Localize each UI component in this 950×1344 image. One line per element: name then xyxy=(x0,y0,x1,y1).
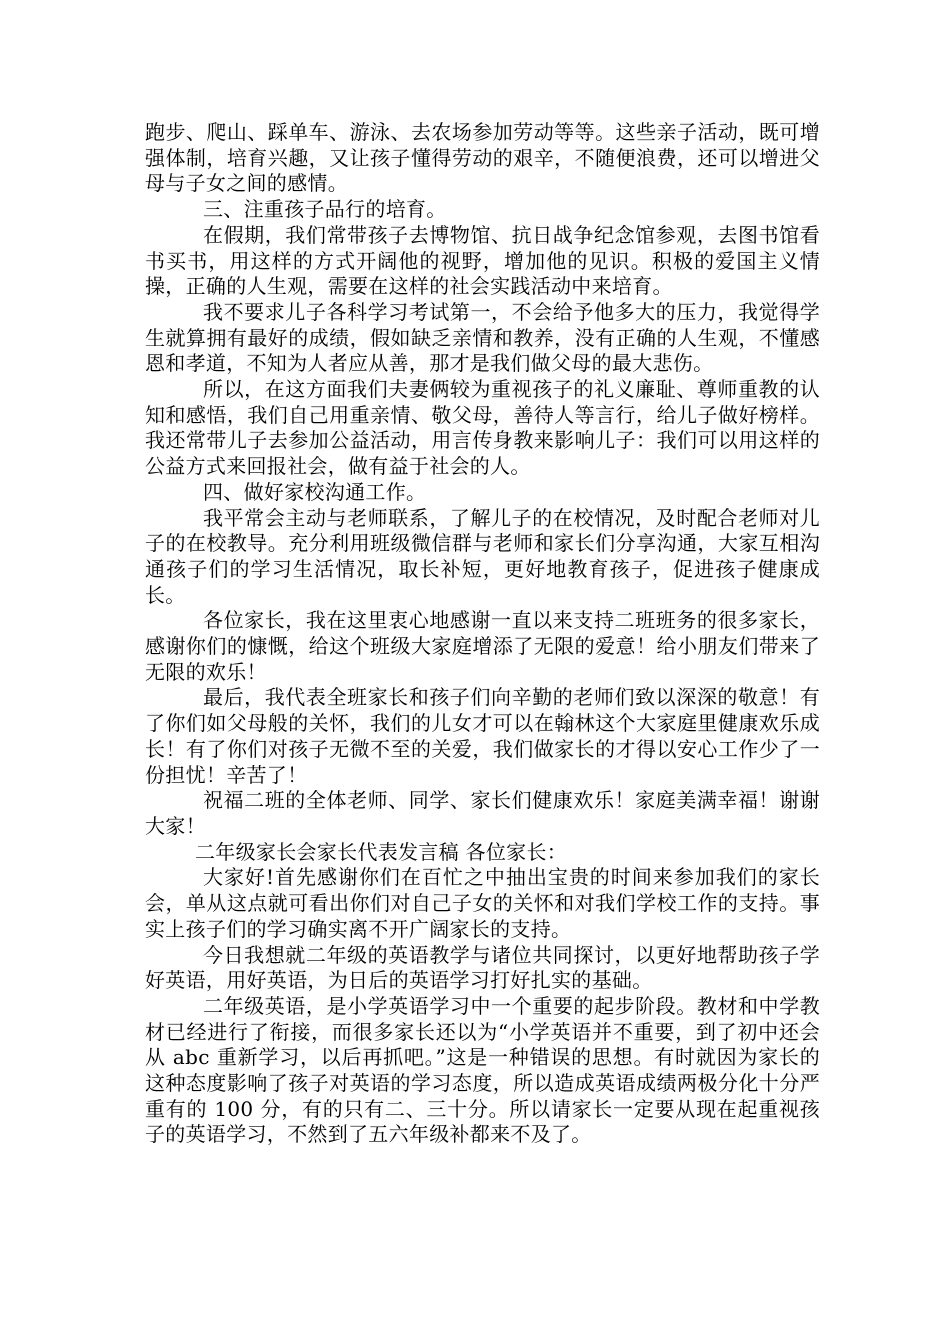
paragraph-blessing: 祝福二班的全体老师、同学、家长们健康欢乐！家庭美满幸福！谢谢大家！ xyxy=(145,788,820,838)
document-body xyxy=(145,120,820,1148)
paragraph-teacher-contact: 我平常会主动与老师联系，了解儿子的在校情况，及时配合老师对儿子的在校教导。充分利用班级微信群与老师和家长们分享沟通，大家互相沟通孩子们的学习生活情况，取长补短，更好地教育孩子，促进孩子健康成长。 xyxy=(145,505,820,607)
paragraph-english-importance: 二年级英语，是小学英语学习中一个重要的起步阶段。教材和中学教材已经进行了衔接，而很多家长还以为“小学英语并不重要，到了初中还会从 abc 重新学习，以后再抓吧。”这是一种错误的思想。有时就因为家长的这种态度影响了孩子对英语的学习态度，所以造成英语成绩两极分化十分严重有的 100 分，有的只有二、三十分。所以请家长一定要从现在起重视孩子的英语学习，不然到了五六年级补都来不及了。 xyxy=(145,993,820,1147)
paragraph-no-pressure: 我不要求儿子各科学习考试第一，不会给予他多大的压力，我觉得学生就算拥有最好的成绩，假如缺乏亲情和教养，没有正确的人生观，不懂感恩和孝道，不知为人者应从善，那才是我们做父母的最大悲伤。 xyxy=(145,299,820,376)
paragraph-museum-visits: 在假期，我们常带孩子去博物馆、抗日战争纪念馆参观，去图书馆看书买书，用这样的方式开阔他的视野，增加他的见识。积极的爱国主义情操，正确的人生观，需要在这样的社会实践活动中来培育。 xyxy=(145,222,820,299)
paragraph-role-model: 所以，在这方面我们夫妻俩较为重视孩子的礼义廉耻、尊师重教的认知和感悟，我们自己用重亲情、敬父母，善待人等言行，给儿子做好榜样。我还常带儿子去参加公益活动，用言传身教来影响儿子：我们可以用这样的公益方式来回报社会，做有益于社会的人。 xyxy=(145,377,820,479)
paragraph-activities: 跑步、爬山、踩单车、游泳、去农场参加劳动等等。这些亲子活动，既可增强体制，培育兴趣，又让孩子懂得劳动的艰辛，不随便浪费，还可以增进父母与子女之间的感情。 xyxy=(145,120,820,196)
section-heading-character: 三、注重孩子品行的培育。 xyxy=(203,197,447,222)
paragraph-thanks-parents: 各位家长，我在这里衷心地感谢一直以来支持二班班务的很多家长，感谢你们的慷慨，给这个班级大家庭增添了无限的爱意！给小朋友们带来了无限的欢乐！ xyxy=(145,608,820,684)
speech-title: 二年级家长会家长代表发言稿 各位家长： xyxy=(195,839,568,864)
paragraph-english-topic: 今日我想就二年级的英语教学与诸位共同探讨，以更好地帮助孩子学好英语，用好英语，为日后的英语学习打好扎实的基础。 xyxy=(145,942,820,993)
paragraph-thanks-teachers: 最后，我代表全班家长和孩子们向辛勤的老师们致以深深的敬意！有了你们如父母般的关怀，我们的儿女才可以在翰林这个大家庭里健康欢乐成长！有了你们对孩子无微不至的关爱，我们做家长的才得以安心工作少了一份担忧！辛苦了！ xyxy=(145,685,820,787)
section-heading-communication: 四、做好家校沟通工作。 xyxy=(203,479,427,504)
paragraph-greeting: 大家好!首先感谢你们在百忙之中抽出宝贵的时间来参加我们的家长会，单从这点就可看出你们对自己子女的关怀和对我们学校工作的支持。事实上孩子们的学习确实离不开广阔家长的支持。 xyxy=(145,865,820,941)
